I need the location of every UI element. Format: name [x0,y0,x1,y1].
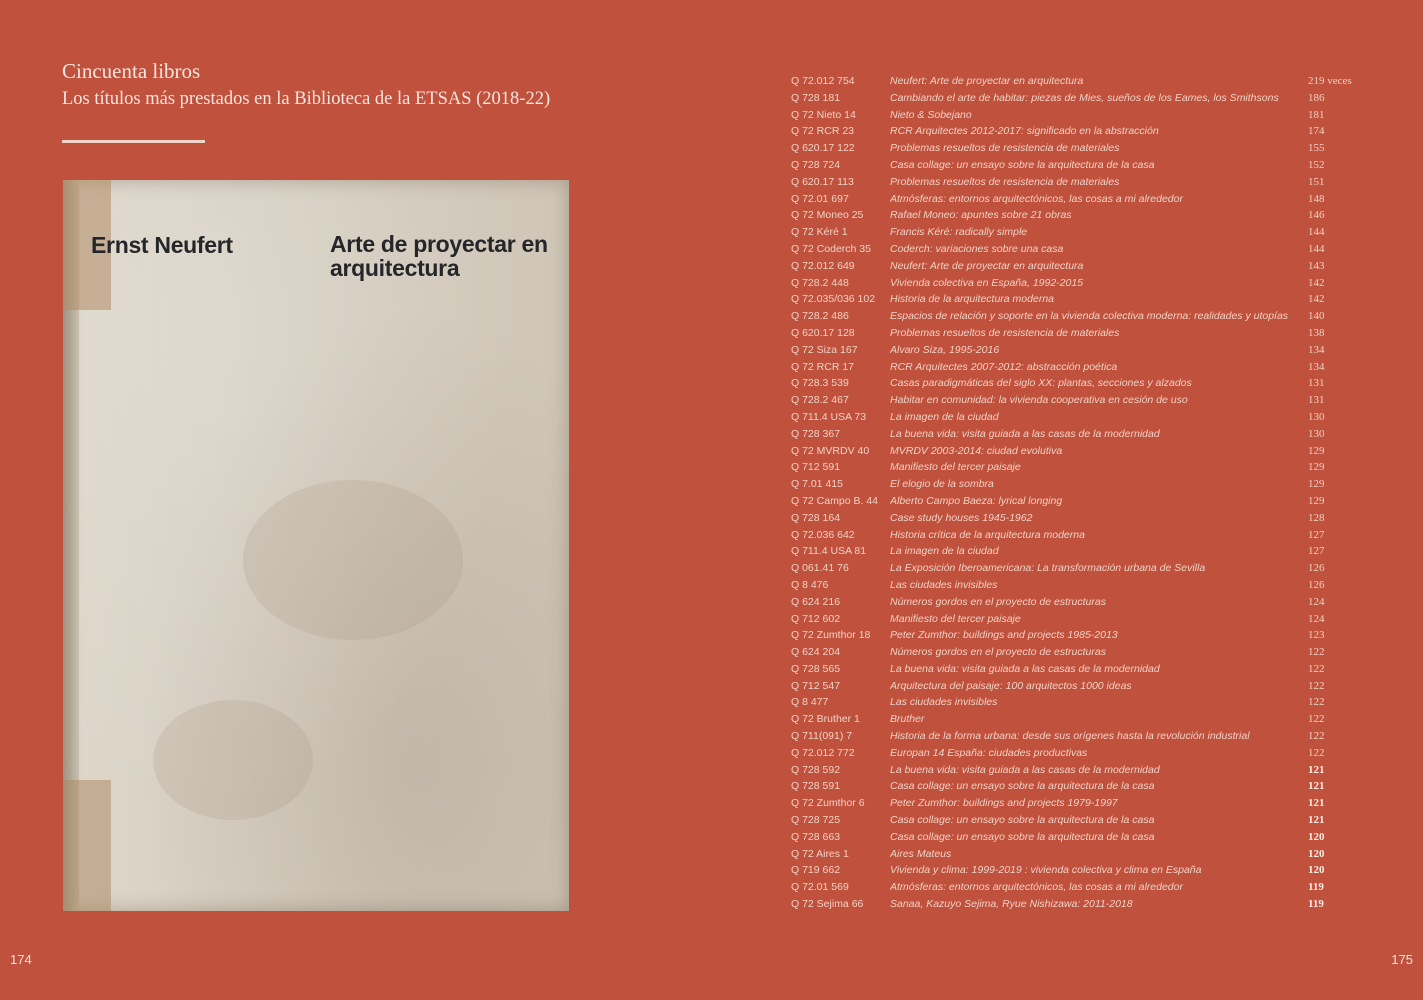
list-item [791,711,1361,728]
book-title: Las ciudades invisibles [890,696,998,709]
loan-count: 121 [1308,763,1325,776]
call-number: Q 728 367 [791,427,841,440]
call-number: Q 620.17 122 [791,142,855,155]
call-number: Q 620.17 113 [791,175,854,188]
book-title: RCR Arquitectes 2007-2012: abstracción poética [890,360,1118,373]
loan-count: 122 [1308,679,1325,692]
book-title: Peter Zumthor: buildings and projects 1985-2013 [890,629,1118,642]
list-item [791,627,1361,644]
loan-count: 121 [1308,797,1325,810]
loan-count: 127 [1308,528,1325,541]
book-title: La buena vida: visita guiada a las casas de la modernidad [890,662,1160,675]
list-item [791,359,1361,376]
call-number: Q 711(091) 7 [791,730,853,743]
book-title: RCR Arquitectes 2012-2017: significado en la abstracción [890,125,1159,138]
list-item [791,342,1361,359]
loan-count: 140 [1308,310,1325,323]
loan-count: 122 [1308,696,1325,709]
list-item [791,90,1361,107]
call-number: Q 72 RCR 23 [791,125,855,138]
cover-title: Arte de proyectar en arquitectura [330,231,548,281]
page-number-right: 175 [1391,952,1413,967]
loan-count: 143 [1308,259,1325,272]
book-title: Case study houses 1945-1962 [890,511,1033,524]
call-number: Q 72.012 649 [791,259,855,272]
list-item [791,123,1361,140]
loan-count: 126 [1308,562,1325,575]
list-item [791,543,1361,560]
book-title: Alvaro Siza, 1995-2016 [890,343,1000,356]
loan-count: 144 [1308,226,1325,239]
list-item [791,107,1361,124]
call-number: Q 624 204 [791,646,841,659]
book-title: Historia de la arquitectura moderna [890,293,1055,306]
call-number: Q 72.012 772 [791,746,855,759]
call-number: Q 728 181 [791,91,841,104]
book-cover-image [63,180,569,911]
list-item [791,694,1361,711]
call-number: Q 8 477 [791,696,829,709]
book-title: Francis Kéré: radically simple [890,226,1028,239]
list-item [791,762,1361,779]
book-title: La imagen de la ciudad [890,410,999,423]
cover-stain [153,700,313,820]
book-title: La buena vida: visita guiada a las casas de la modernidad [890,427,1160,440]
book-title: Nieto & Sobejano [890,108,972,121]
list-item [791,778,1361,795]
loan-count: 138 [1308,326,1325,339]
book-title: Rafael Moneo: apuntes sobre 21 obras [890,209,1072,222]
list-item [791,829,1361,846]
call-number: Q 72 Aires 1 [791,847,849,860]
list-item [791,291,1361,308]
loan-count: 128 [1308,511,1325,524]
book-title: Problemas resueltos de resistencia de materiales [890,326,1120,339]
list-item [791,594,1361,611]
book-title: Neufert: Arte de proyectar en arquitectura [890,259,1084,272]
loan-count: 129 [1308,478,1325,491]
cover-author: Ernst Neufert [91,232,233,258]
list-item [791,862,1361,879]
book-title: Coderch: variaciones sobre una casa [890,242,1064,255]
loan-count: 134 [1308,343,1325,356]
list-item [791,879,1361,896]
book-title: Manifiesto del tercer paisaje [890,461,1021,474]
book-title: Problemas resueltos de resistencia de materiales [890,142,1120,155]
loan-count: 129 [1308,494,1325,507]
book-title: Las ciudades invisibles [890,578,998,591]
list-item [791,392,1361,409]
book-title: Casa collage: un ensayo sobre la arquitectura de la casa [890,814,1155,827]
loan-count: 122 [1308,713,1325,726]
call-number: Q 728.3 539 [791,377,849,390]
call-number: Q 72 Zumthor 6 [791,797,865,810]
list-item [791,409,1361,426]
book-title: Historia de la forma urbana: desde sus orígenes hasta la revolución industrial [890,730,1250,743]
list-item [791,678,1361,695]
call-number: Q 728 725 [791,814,841,827]
loan-count: 122 [1308,730,1325,743]
call-number: Q 061.41 76 [791,562,849,575]
call-number: Q 72 Coderch 35 [791,242,871,255]
call-number: Q 72 Campo B. 44 [791,494,878,507]
book-title: Cambiando el arte de habitar: piezas de Mies, sueños de los Eames, los Smithsons [890,91,1279,104]
loan-count: 129 [1308,444,1325,457]
call-number: Q 72.01 569 [791,881,849,894]
book-title: MVRDV 2003-2014: ciudad evolutiva [890,444,1063,457]
book-title: Casas paradigmáticas del siglo XX: plantas, secciones y alzados [890,377,1192,390]
book-title: Europan 14 España: ciudades productivas [890,746,1088,759]
call-number: Q 72 Bruther 1 [791,713,860,726]
loan-count: 120 [1308,847,1325,860]
call-number: Q 728 592 [791,763,841,776]
call-number: Q 7.01 415 [791,478,843,491]
loan-count: 122 [1308,662,1325,675]
list-item [791,207,1361,224]
loan-count: 129 [1308,461,1325,474]
call-number: Q 72 Moneo 25 [791,209,864,222]
book-title: Atmósferas: entornos arquitectónicos, las cosas a mi alrededor [890,192,1183,205]
call-number: Q 728.2 467 [791,394,849,407]
call-number: Q 72 RCR 17 [791,360,855,373]
list-item [791,577,1361,594]
loan-count: 131 [1308,377,1325,390]
loan-list [791,73,1361,913]
list-item [791,527,1361,544]
loan-count: 134 [1308,360,1325,373]
loan-count: 123 [1308,629,1325,642]
call-number: Q 72.01 697 [791,192,849,205]
book-title: La buena vida: visita guiada a las casas de la modernidad [890,763,1160,776]
page-title: Cincuenta libros [62,59,201,83]
list-item [791,745,1361,762]
call-number: Q 719 662 [791,864,841,877]
loan-count: 148 [1308,192,1325,205]
list-item [791,493,1361,510]
list-item [791,443,1361,460]
call-number: Q 728 724 [791,158,841,171]
loan-count: 142 [1308,293,1325,306]
list-item [791,375,1361,392]
loan-count: 146 [1308,209,1325,222]
call-number: Q 728 591 [791,780,841,793]
page-subtitle: Los títulos más prestados en la Biblioteca de la ETSAS (2018-22) [62,89,551,109]
loan-count: 122 [1308,746,1325,759]
loan-count: 120 [1308,864,1325,877]
book-title: Habitar en comunidad: la vivienda cooperativa en cesión de uso [890,394,1188,407]
book-title: Atmósferas: entornos arquitectónicos, las cosas a mi alrededor [890,881,1183,894]
book-title: Números gordos en el proyecto de estructuras [890,595,1106,608]
loan-count: 219 veces [1308,75,1352,87]
list-item [791,846,1361,863]
book-title: Peter Zumthor: buildings and projects 1979-1997 [890,797,1118,810]
book-title: Alberto Campo Baeza: lyrical longing [890,494,1063,507]
loan-count: 144 [1308,242,1325,255]
call-number: Q 712 591 [791,461,841,474]
book-title: Bruther [890,713,925,726]
call-number: Q 72 Kéré 1 [791,226,848,239]
call-number: Q 72 Sejima 66 [791,898,864,911]
call-number: Q 712 602 [791,612,841,625]
list-item [791,611,1361,628]
call-number: Q 711.4 USA 73 [791,410,867,423]
list-item [791,560,1361,577]
call-number: Q 728.2 448 [791,276,849,289]
loan-count: 130 [1308,427,1325,440]
book-title: Historia crítica de la arquitectura moderna [890,528,1085,541]
list-item [791,325,1361,342]
loan-count: 119 [1308,881,1324,894]
call-number: Q 72 Nieto 14 [791,108,856,121]
call-number: Q 72.035/036 102 [791,293,876,306]
book-title: Números gordos en el proyecto de estructuras [890,646,1106,659]
loan-count: 181 [1308,108,1325,121]
book-title: La Exposición Iberoamericana: La transformación urbana de Sevilla [890,562,1206,575]
call-number: Q 620.17 128 [791,326,855,339]
loan-count: 130 [1308,410,1325,423]
call-number: Q 72 Siza 167 [791,343,858,356]
cover-stain [243,480,463,640]
book-title: Vivienda y clima: 1999-2019 : vivienda colectiva y clima en España [890,864,1202,877]
loan-count: 119 [1308,898,1324,911]
list-item [791,812,1361,829]
loan-count: 142 [1308,276,1325,289]
book-title: Espacios de relación y soporte en la vivienda colectiva moderna: realidades y utopías [890,310,1289,323]
call-number: Q 72 Zumthor 18 [791,629,871,642]
list-item [791,795,1361,812]
list-item [791,728,1361,745]
book-title: Problemas resueltos de resistencia de materiales [890,175,1120,188]
call-number: Q 72.012 754 [791,75,855,87]
list-item [791,258,1361,275]
list-item [791,476,1361,493]
book-title: Manifiesto del tercer paisaje [890,612,1021,625]
loan-count: 121 [1308,780,1325,793]
loan-count: 121 [1308,814,1325,827]
book-title: Casa collage: un ensayo sobre la arquitectura de la casa [890,780,1155,793]
call-number: Q 728 565 [791,662,841,675]
book-title: Casa collage: un ensayo sobre la arquitectura de la casa [890,830,1155,843]
book-title: Casa collage: un ensayo sobre la arquitectura de la casa [890,158,1155,171]
loan-count: 131 [1308,394,1325,407]
loan-count: 124 [1308,595,1325,608]
list-item [791,157,1361,174]
list-item [791,241,1361,258]
loan-count: 127 [1308,545,1325,558]
call-number: Q 624 216 [791,595,841,608]
loan-count: 152 [1308,158,1325,171]
list-item [791,174,1361,191]
list-item [791,308,1361,325]
call-number: Q 72 MVRDV 40 [791,444,870,457]
book-title: Arquitectura del paisaje: 100 arquitectos 1000 ideas [890,679,1132,692]
book-title: Aires Mateus [890,847,952,860]
list-item [791,644,1361,661]
call-number: Q 8 476 [791,578,829,591]
loan-count: 151 [1308,175,1325,188]
call-number: Q 728 663 [791,830,841,843]
list-item [791,73,1361,90]
cover-tape-bottom [63,780,111,911]
book-title: La imagen de la ciudad [890,545,999,558]
list-item [791,191,1361,208]
loan-count: 155 [1308,142,1325,155]
book-title: El elogio de la sombra [890,478,994,491]
loan-count: 124 [1308,612,1325,625]
call-number: Q 728.2 486 [791,310,849,323]
book-title: Sanaa, Kazuyo Sejima, Ryue Nishizawa: 2011-2018 [890,898,1133,911]
book-title: Neufert: Arte de proyectar en arquitectura [890,75,1084,87]
list-item [791,224,1361,241]
call-number: Q 72.036 642 [791,528,855,541]
list-item [791,896,1361,913]
call-number: Q 712 547 [791,679,841,692]
list-item [791,510,1361,527]
call-number: Q 728 164 [791,511,841,524]
book-title: Vivienda colectiva en España, 1992-2015 [890,276,1084,289]
page-number-left: 174 [10,952,32,967]
list-item [791,426,1361,443]
loan-count: 126 [1308,578,1325,591]
list-item [791,459,1361,476]
list-item [791,140,1361,157]
list-item [791,275,1361,292]
list-item [791,661,1361,678]
loan-count: 186 [1308,91,1325,104]
loan-count: 120 [1308,830,1325,843]
call-number: Q 711.4 USA 81 [791,545,867,558]
loan-count: 122 [1308,646,1325,659]
loan-count: 174 [1308,125,1325,138]
title-rule [62,140,205,143]
